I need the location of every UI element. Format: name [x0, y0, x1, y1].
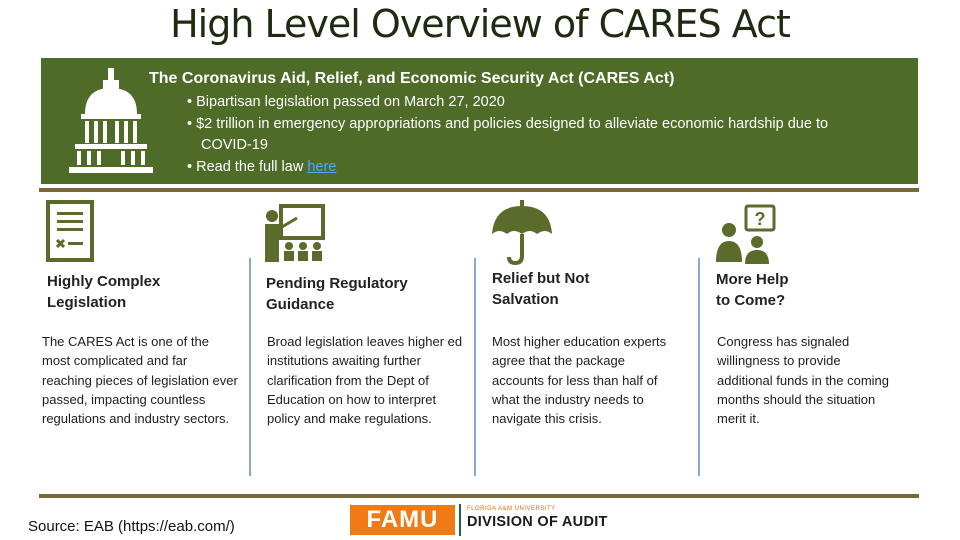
- umbrella-icon: [490, 200, 554, 266]
- column-divider-3: [698, 258, 700, 476]
- bullet-trillion: • $2 trillion in emergency appropriations and policies designed to alleviate economic hardship due to COVID-19: [187, 114, 867, 157]
- question-people-icon: [716, 204, 778, 266]
- body-relief-not-salvation: Most higher education experts agree that the package accounts for less than half of what the industry needs to navigate this crisis.: [492, 334, 667, 427]
- body-more-help: Congress has signaled willingness to provide additional funds in the coming months should the situation merit it.: [717, 334, 890, 427]
- document-icon: [46, 200, 94, 262]
- presenter-icon: [263, 204, 327, 264]
- top-rule: [39, 188, 919, 192]
- bullet-read-law-text: Read the full law: [196, 158, 308, 175]
- source-citation: Source: EAB (https://eab.com/): [28, 518, 235, 535]
- heading-more-help: More Help to Come?: [716, 271, 789, 309]
- famu-logo: FAMU: [350, 505, 455, 535]
- heading-pending-guidance: Pending Regulatory Guidance: [266, 275, 408, 313]
- column-divider-2: [474, 258, 476, 476]
- overview-banner: [41, 58, 918, 184]
- heading-relief-not-salvation: Relief but Not Salvation: [492, 270, 590, 308]
- capitol-building-icon: [63, 68, 159, 176]
- column-divider-1: [249, 258, 251, 476]
- svg-text:?: ?: [754, 209, 766, 229]
- page-title: High Level Overview of CARES Act: [170, 2, 790, 46]
- body-complex-legislation: The CARES Act is one of the most complicated and far reaching pieces of legislation ever passed, impacting countless regulations and industry sectors.: [42, 334, 238, 427]
- logo-university-name: FLORIDA A&M UNIVERSITY: [467, 506, 556, 512]
- heading-complex-legislation: Highly Complex Legislation: [47, 273, 161, 311]
- banner-bullets: [187, 92, 867, 178]
- banner-heading: The Coronavirus Aid, Relief, and Economic Security Act (CARES Act): [149, 70, 675, 87]
- law-link[interactable]: here: [307, 158, 337, 175]
- bullet-passed: • Bipartisan legislation passed on March 27, 2020: [187, 92, 867, 114]
- logo-separator: [459, 504, 461, 536]
- bottom-rule: [39, 494, 919, 498]
- body-pending-guidance: Broad legislation leaves higher ed institutions awaiting further clarification from the Dept of Education on how to interpret policy and make regulations.: [267, 334, 463, 427]
- logo-division-name: DIVISION OF AUDIT: [467, 514, 608, 530]
- bullet-read-law: [187, 157, 867, 179]
